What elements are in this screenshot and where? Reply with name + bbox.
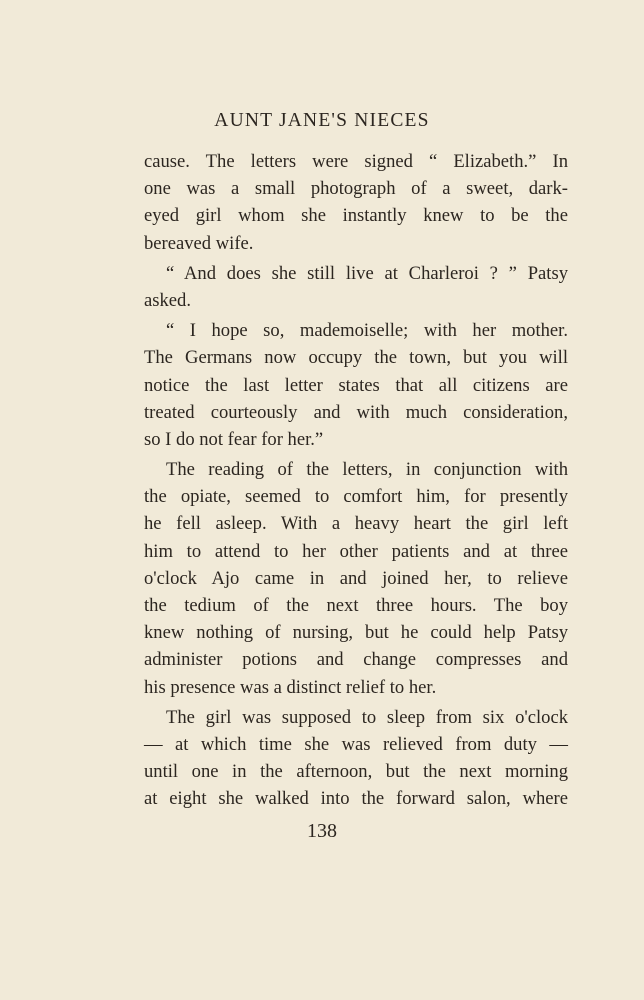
text-line: “ And does she still live at Charleroi ? ” Patsy bbox=[166, 262, 568, 284]
text-line: “ I hope so, mademoiselle; with her mother. bbox=[166, 320, 568, 342]
text-line: The Germans now occupy the town, but you will bbox=[144, 347, 568, 369]
text-line: bereaved wife. bbox=[144, 232, 254, 254]
text-line: at eight she walked into the forward salon, where bbox=[144, 788, 568, 810]
running-head: AUNT JANE'S NIECES bbox=[214, 110, 430, 131]
text-line: The girl was supposed to sleep from six o'clock bbox=[166, 706, 568, 728]
text-line: asked. bbox=[144, 289, 191, 311]
paragraph bbox=[144, 260, 568, 314]
paragraph bbox=[144, 148, 568, 257]
page-number: 138 bbox=[307, 820, 337, 842]
paragraph bbox=[144, 317, 568, 453]
text-line: eyed girl whom she instantly knew to be the bbox=[144, 205, 568, 227]
text-line: treated courteously and with much consideration, bbox=[144, 401, 568, 423]
text-line: him to attend to her other patients and at three bbox=[144, 540, 568, 562]
body-text bbox=[144, 148, 568, 813]
text-line: one was a small photograph of a sweet, dark- bbox=[144, 178, 568, 200]
text-line: he fell asleep. With a heavy heart the girl left bbox=[144, 513, 568, 535]
text-line: — at which time she was relieved from duty — bbox=[144, 733, 568, 755]
text-line: the opiate, seemed to comfort him, for presently bbox=[144, 486, 568, 508]
text-line: until one in the afternoon, but the next morning bbox=[144, 761, 568, 783]
text-line: his presence was a distinct relief to her. bbox=[144, 676, 437, 698]
text-line: knew nothing of nursing, but he could help Patsy bbox=[144, 622, 568, 644]
text-line: administer potions and change compresses and bbox=[144, 649, 568, 671]
paragraph bbox=[144, 456, 568, 701]
text-line: The reading of the letters, in conjunction with bbox=[166, 459, 568, 481]
text-line: cause. The letters were signed “ Elizabeth.” In bbox=[144, 151, 568, 172]
text-line: o'clock Ajo came in and joined her, to relieve bbox=[144, 567, 568, 589]
text-line: the tedium of the next three hours. The boy bbox=[144, 595, 568, 616]
paragraph bbox=[144, 704, 568, 813]
text-line: so I do not fear for her.” bbox=[144, 428, 324, 450]
text-line: notice the last letter states that all citizens are bbox=[144, 374, 568, 396]
